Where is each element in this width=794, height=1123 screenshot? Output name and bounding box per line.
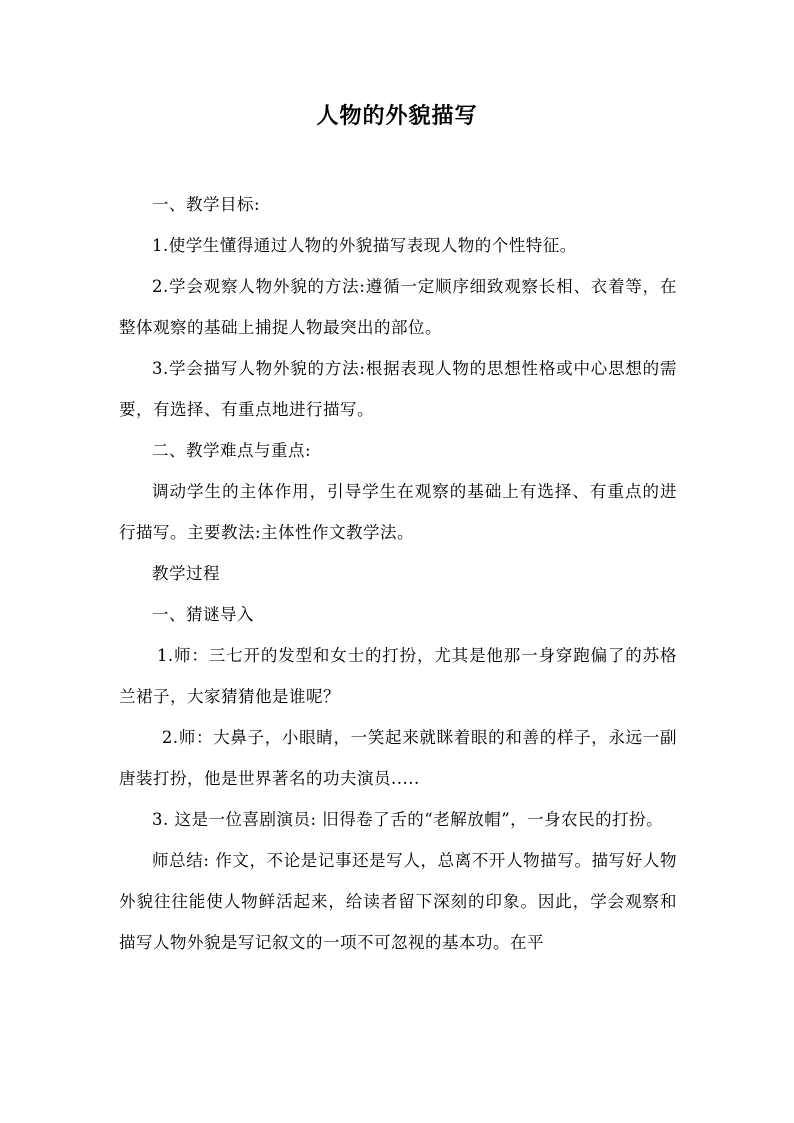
objective-item-1: 1.使学生懂得通过人物的外貌描写表现人物的个性特征。 <box>152 236 577 255</box>
objective-item-3: 3.学会描写人物外貌的方法:根据表现人物的思想性格或中心思想的需要，有选择、有重点地进行描写。 <box>119 359 677 419</box>
document-body <box>119 184 677 963</box>
objective-item-2: 2.学会观察人物外貌的方法:遵循一定顺序细致观察长相、衣着等，在整体观察的基础上捕捉人物最突出的部位。 <box>119 277 677 337</box>
document-title: 人物的外貌描写 <box>316 103 478 129</box>
riddle-item-2: 2.师：大鼻子，小眼睛，一笑起来就眯着眼的和善的样子，永远一副唐装打扮，他是世界著名的功夫演员..... <box>119 728 677 788</box>
teacher-summary-paragraph: 师总结: 作文，不论是记事还是写人，总离不开人物描写。描写好人物外貌往往能使人物鲜活起来，给读者留下深刻的印象。因此，学会观察和描写人物外貌是写记叙文的一项不可忽视的基本功。在平 <box>119 851 677 952</box>
section-heading-key-points: 二、教学难点与重点: <box>152 441 312 460</box>
section-heading-objectives: 一、教学目标: <box>152 195 261 214</box>
riddle-item-3: 3. 这是一位喜剧演员: 旧得卷了舌的“老解放帽”，一身农民的打扮。 <box>152 810 664 829</box>
section-heading-process: 教学过程 <box>152 564 220 583</box>
riddle-item-1: 1.师：三七开的发型和女士的打扮，尤其是他那一身穿跑偏了的苏格兰裙子，大家猜猜他是谁呢？ <box>119 646 677 706</box>
key-points-paragraph: 调动学生的主体作用，引导学生在观察的基础上有选择、有重点的进行描写。主要教法:主体性作文教学法。 <box>119 482 677 542</box>
section-heading-riddle-intro: 一、猜谜导入 <box>152 605 254 624</box>
